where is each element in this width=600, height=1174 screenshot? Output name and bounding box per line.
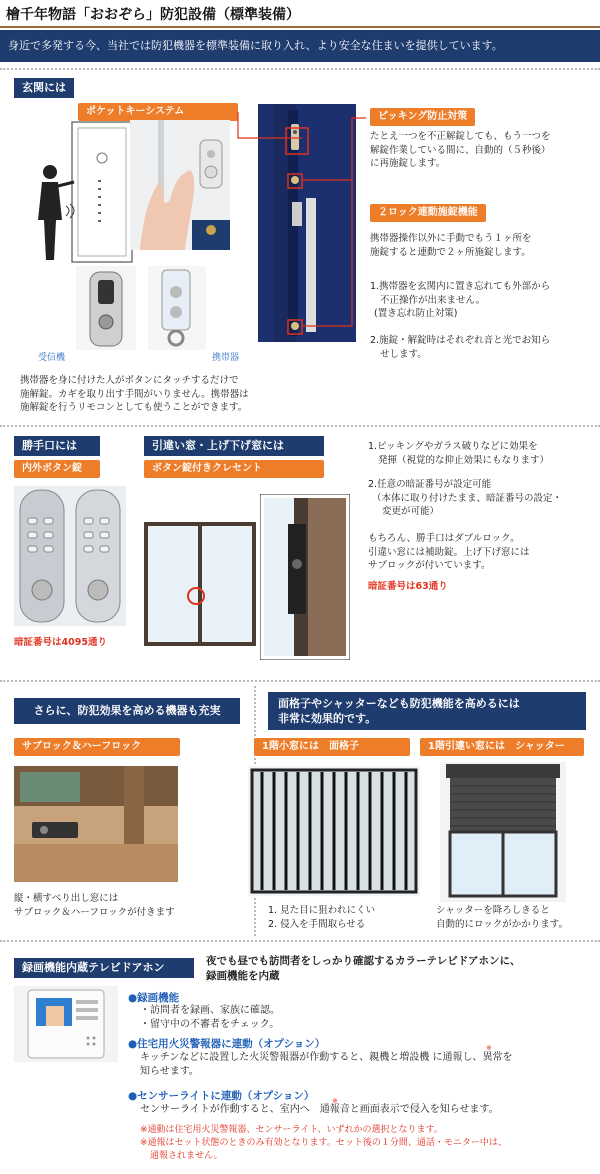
sublock-tag: サブロック＆ハーフロック <box>14 738 180 756</box>
back-door-label: 勝手口には <box>14 436 100 456</box>
feature-sensor-line: センサーライトが作動すると、室内へ 通報音と画面表示で侵入を知らせます。 <box>140 1104 499 1115</box>
asterisk-mark: ※ <box>486 1044 492 1052</box>
pocket-key-tag: ポケットキーシステム <box>78 103 238 121</box>
section-divider <box>0 680 600 682</box>
section-divider <box>0 425 600 427</box>
feature-sensor-title: ●センサーライトに連動（オプション） <box>128 1090 315 1102</box>
entrance-description: 携帯器を身に付けた人がボタンにタッチするだけで 施解錠。カギを取り出す手間がいりません。携帯器は 施解錠を行うリモコンとしても使うことができます。 <box>20 375 249 413</box>
picking-text: たとえ一つを不正解錠しても、もう一つを 解錠作業している間に、自動的（５秒後） に再施錠します。 <box>370 131 551 169</box>
window-note-3: もちろん、勝手口はダブルロック。 引違い窓には補助錠。上げ下げ窓には サブロックが付いています。 <box>368 533 530 571</box>
hand-touch-photo <box>130 120 230 250</box>
grille-tag: 1階小窓には 面格子 <box>254 738 410 756</box>
shutter-window-photo <box>440 762 566 902</box>
feature-fire-alarm-lines: キッチンなどに設置した火災警報器が作動すると、親機と増設機 に通報し、異常を 知らせます。 <box>140 1052 513 1077</box>
callout-lines <box>232 108 372 348</box>
button-lock-photo <box>14 486 126 626</box>
grille-window-photo <box>248 766 420 896</box>
page-title: 檜千年物語「おおぞら」防犯設備（標準装備） <box>6 7 300 23</box>
entrance-label: 玄関には <box>14 78 74 98</box>
carrier-caption: 携帯器 <box>212 353 240 363</box>
asterisk-mark: ※ <box>332 1097 338 1105</box>
crescent-lock-photo <box>260 494 350 660</box>
shutter-notes: シャッターを降ろしきると 自動的にロックがかかります。 <box>436 905 569 930</box>
entrance-note-1: 1.携帯器を玄関内に置き忘れても外部から 不正操作が出来ません。 (置き忘れ防止対策) <box>370 281 551 319</box>
receiver-caption: 受信機 <box>38 353 66 363</box>
sublock-photo <box>14 766 178 882</box>
two-lock-text: 携帯器操作以外に手動でもう１ヶ所を 施錠すると連動で２ヶ所施錠します。 <box>370 233 532 258</box>
window-label: 引違い窓・上げ下げ窓には <box>144 436 324 456</box>
window-tag: ボタン錠付きクレセント <box>144 460 324 478</box>
back-door-code: 暗証番号は4095通り <box>14 637 107 648</box>
tv-headline: 夜でも昼でも訪問者をしっかり確認するカラーテレビドアホンに、 録画機能を内蔵 <box>206 955 521 982</box>
section-divider <box>0 940 600 942</box>
entrance-note-2: 2.施錠・解錠時はそれぞれ音と光でお知ら せします。 <box>370 335 551 360</box>
tv-footnotes: ※通動は住宅用火災警報器、センサーライト、いずれかの選択となります。 ※通報はセット状態のときのみ有効となります。セット後の１分間、通話・モニター中は、 通報されません。 <box>140 1125 507 1161</box>
section-divider <box>0 68 600 70</box>
tv-intercom-label: 録画機能内蔵テレビドアホン <box>14 958 194 978</box>
feature-recording-lines: ・訪問者を録画、家族に確認。 ・留守中の不審者をチェック。 <box>140 1005 280 1030</box>
shutter-tag: 1階引違い窓には シャッター <box>420 738 584 756</box>
back-door-tag: 内外ボタン錠 <box>14 460 100 478</box>
grille-label: 面格子やシャッターなども防犯機能を高めるには 非常に効果的です。 <box>268 692 586 730</box>
grille-notes: 1. 見た目に狙われにくい 2. 侵入を手間取らせる <box>268 905 376 930</box>
receiver-photo <box>76 266 136 350</box>
window-code: 暗証番号は63通り <box>368 581 448 592</box>
window-note-2: 2.任意の暗証番号が設定可能 （本体に取り付けたまま、暗証番号の設定・ 変更が可能） <box>368 479 563 517</box>
more-devices-label: さらに、防犯効果を高める機器も充実 <box>14 698 240 724</box>
window-note-1: 1.ピッキングやガラス破りなどに効果を 発揮（視覚的な抑止効果にもなります） <box>368 441 550 466</box>
tv-intercom-photo <box>14 986 118 1062</box>
picking-tag: ピッキング防止対策 <box>370 108 475 126</box>
feature-fire-alarm-title: ●住宅用火災警報器に連動（オプション） <box>128 1038 326 1050</box>
sublock-description: 縦・横すべり出し窓には サブロック＆ハーフロックが付きます <box>14 893 175 918</box>
carrier-photo <box>148 266 206 350</box>
two-lock-tag: ２ロック連動施錠機能 <box>370 204 486 222</box>
sliding-window-diagram <box>144 520 256 650</box>
door-illustration <box>30 120 140 270</box>
feature-recording-title: ●録画機能 <box>128 992 180 1004</box>
title-divider <box>0 26 600 28</box>
intro-banner: 身近で多発する今、当社では防犯機器を標準装備に取り入れ、より安全な住まいを提供しています。 <box>0 30 600 62</box>
